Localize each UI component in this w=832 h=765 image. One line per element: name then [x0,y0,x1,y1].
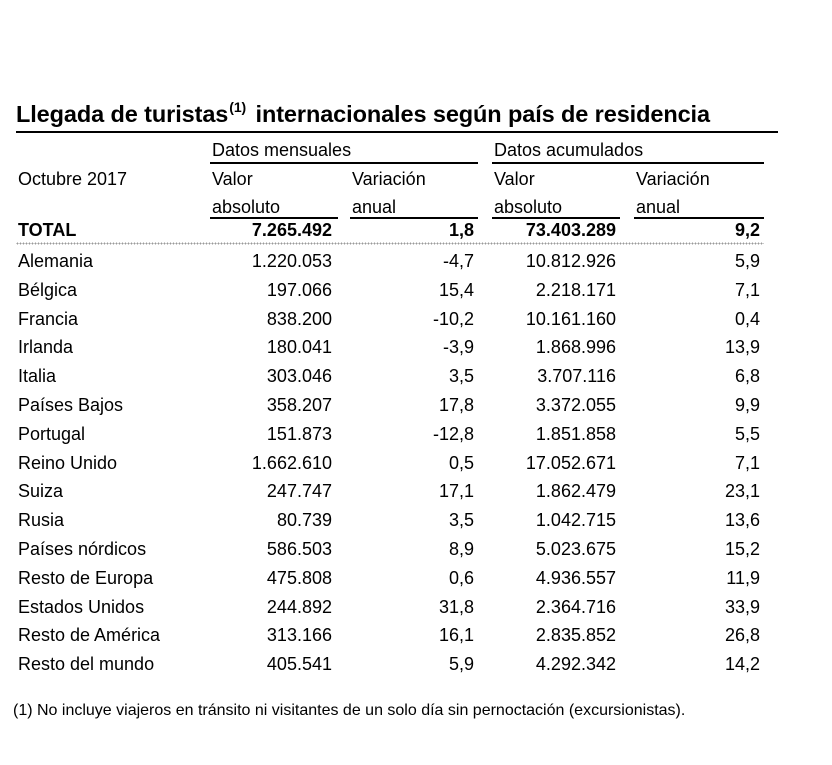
row-cumulative-value: 10.812.926 [525,251,616,271]
row-country: Países Bajos [18,395,124,415]
col-header-monthly-value-2 [212,196,280,218]
row-cumulative-var: 11,9 [726,567,760,588]
row-monthly-value: 586.503 [266,539,332,559]
row-country: Alemania [18,251,94,271]
row-cumulative-value: 2.364.716 [535,596,616,617]
row-monthly-value: 1.662.610 [251,452,332,473]
col-header-monthly-value [212,168,253,190]
row-country: Países nórdicos [18,539,147,559]
row-cumulative-value: 4.936.557 [535,567,616,588]
row-monthly-var: 15,4 [438,279,474,300]
period-label: Octubre 2017 [18,169,128,189]
group-rule-monthly [210,162,478,164]
row-monthly-value: 475.808 [266,567,332,588]
row-cumulative-value: 3.707.116 [537,366,616,387]
row-monthly-value: 405.541 [266,654,332,675]
row-monthly-var: 17,1 [438,481,474,502]
row-cumulative-var: 7,1 [734,279,760,300]
col-header-cumulative-value [494,168,535,190]
row-cumulative-var: 33,9 [724,596,760,617]
col-header-text: Valor [212,169,253,189]
row-cumulative-var: 0,4 [734,308,760,329]
row-monthly-var: -3,9 [442,337,474,358]
col-header-text: anual [352,197,397,217]
row-country: Rusia [18,510,65,531]
col-header-text: Variación [352,169,426,189]
row-cumulative-var: 5,5 [734,423,760,444]
row-country: Estados Unidos [18,596,145,617]
title-rule [16,131,778,133]
col-header-text: anual [636,197,681,217]
total-label: TOTAL [18,220,77,240]
row-cumulative-value: 3.372.055 [535,395,616,415]
row-country: Resto de América [18,625,161,646]
col-header-text: Variación [636,169,710,189]
row-monthly-var: 31,8 [438,596,474,617]
row-monthly-var: 17,8 [438,395,474,415]
row-cumulative-value: 17.052.671 [525,452,616,473]
total-monthly-var: 1,8 [448,220,474,240]
col-header-text: absoluto [212,197,281,217]
col-header-monthly-var [352,168,426,190]
row-cumulative-value: 10.161.160 [525,308,616,329]
row-monthly-value: 313.166 [266,625,332,646]
row-monthly-var: 5,9 [448,654,474,675]
row-country: Resto de Europa [18,567,154,588]
row-cumulative-value: 1.868.996 [535,337,616,358]
row-monthly-value: 80.739 [276,510,332,531]
group-header-cumulative: Datos acumulados [494,140,644,160]
col-header-text: absoluto [494,197,563,217]
total-cumulative-value: 73.403.289 [525,220,616,240]
row-monthly-var: 3,5 [448,510,474,531]
title-text-rest: internacionales según país de residencia [249,101,710,127]
row-cumulative-var: 14,2 [724,654,760,675]
row-cumulative-value: 1.851.858 [535,423,616,444]
row-monthly-var: 0,5 [448,452,474,473]
row-monthly-value: 180.041 [266,337,332,358]
total-monthly-value: 7.265.492 [251,220,332,240]
row-cumulative-var: 15,2 [724,539,760,559]
row-monthly-value: 838.200 [266,308,332,329]
footnote: (1) No incluye viajeros en tránsito ni visitantes de un solo día sin pernoctación (excursionistas). [13,702,686,719]
row-monthly-var: 16,1 [438,625,474,646]
row-monthly-var: -12,8 [432,423,474,444]
row-country: Bélgica [18,279,78,300]
row-monthly-value: 358.207 [266,395,332,415]
row-cumulative-value: 1.042.715 [535,510,616,531]
col-header-monthly-var-2 [352,196,396,218]
row-country: Portugal [18,423,86,444]
row-cumulative-var: 26,8 [724,625,760,646]
row-monthly-var: 3,5 [448,366,474,387]
row-country: Reino Unido [18,452,118,473]
col-header-text: Valor [494,169,535,189]
row-cumulative-value: 1.862.479 [535,481,616,502]
title-text: Llegada de turistas [16,101,229,127]
row-monthly-value: 247.747 [266,481,332,502]
row-monthly-var: 8,9 [448,539,474,559]
col-header-cumulative-var [636,168,710,190]
col-header-cumulative-value-2 [494,196,562,218]
title-footnote-marker: (1) [229,99,247,115]
total-cumulative-var: 9,2 [734,220,760,240]
row-cumulative-var: 6,8 [734,366,760,387]
row-monthly-var: 0,6 [448,567,474,588]
row-cumulative-var: 13,9 [724,337,760,358]
row-country: Suiza [18,481,64,502]
table-title [16,97,786,131]
row-monthly-value: 1.220.053 [251,251,332,271]
row-monthly-value: 151.873 [266,423,332,444]
total-divider [16,242,764,245]
row-cumulative-var: 7,1 [734,452,760,473]
row-monthly-var: -4,7 [442,251,474,271]
row-monthly-value: 303.046 [266,366,332,387]
group-header-monthly: Datos mensuales [212,140,352,160]
row-country: Francia [18,308,79,329]
row-monthly-value: 244.892 [266,596,332,617]
row-monthly-var: -10,2 [432,308,474,329]
row-cumulative-var: 5,9 [734,251,760,271]
row-country: Resto del mundo [18,654,155,675]
row-cumulative-value: 2.835.852 [535,625,616,646]
row-country: Irlanda [18,337,74,358]
row-cumulative-var: 9,9 [734,395,760,415]
row-country: Italia [18,366,57,387]
row-cumulative-value: 2.218.171 [535,279,616,300]
row-cumulative-var: 13,6 [724,510,760,531]
group-rule-cumulative [492,162,764,164]
row-cumulative-value: 5.023.675 [535,539,616,559]
col-header-cumulative-var-2 [636,196,680,218]
row-cumulative-var: 23,1 [724,481,760,502]
row-monthly-value: 197.066 [266,279,332,300]
row-cumulative-value: 4.292.342 [535,654,616,675]
